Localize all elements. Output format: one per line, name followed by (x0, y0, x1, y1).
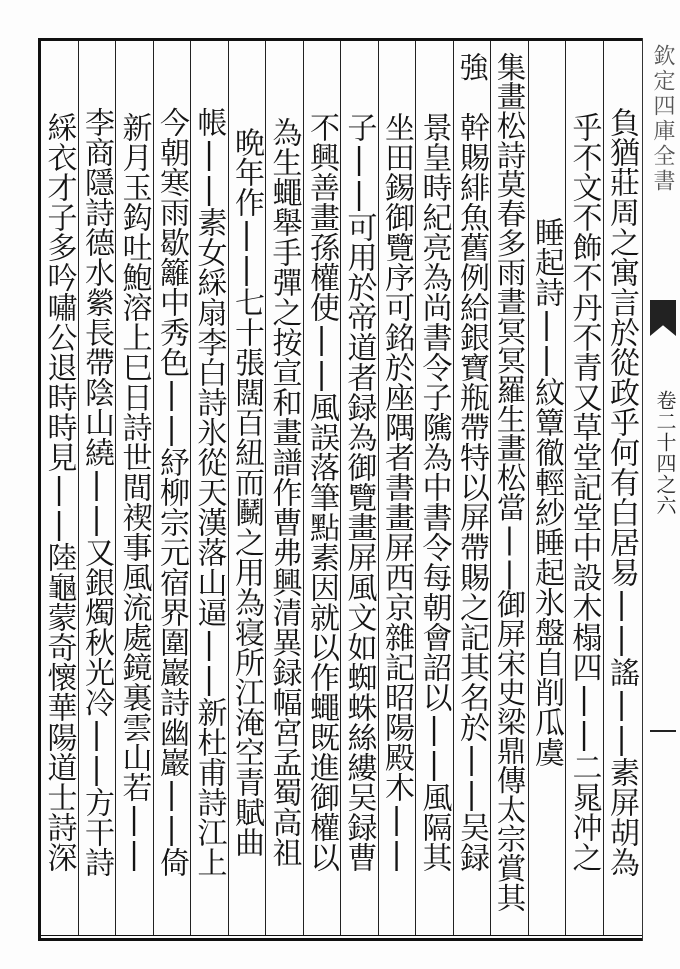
column-divider (415, 41, 416, 935)
text-column: 不興善畫孫權使||風誤落筆點素因就以作蠅既進御權以 (304, 112, 339, 872)
column-divider (565, 41, 566, 935)
text-column: 負猶莊周之寓言於從政乎何有白居易||謠||素屏胡為 (604, 107, 639, 877)
text-column: 集畫松詩莫春多雨晝冥冥羅生畫松當||御屏宋史梁鼎傳太宗賞其強 (455, 52, 527, 912)
text-column: 子||可用於帝道者録為御覽畫屏風文如蜘蛛絲縷吴録曹 (341, 112, 377, 872)
column-divider (115, 41, 116, 935)
column-divider (190, 41, 191, 935)
column-divider (303, 41, 304, 935)
text-column: 李商隱詩德水縈長帶陰山繞||又銀燭秋光冷||方干詩 (79, 107, 114, 877)
column-divider (490, 41, 491, 935)
column-divider (153, 41, 154, 935)
margin-header: 欽定四庫全書 (650, 44, 675, 194)
text-column: 帳||素女綵扇李白詩氷從天漢落山逼||新杜甫詩江上 (191, 107, 227, 877)
column-divider (78, 41, 79, 935)
column-divider (340, 41, 341, 935)
text-column: 幹賜緋魚舊例給銀寶瓶帶特以屏帶賜之記其名於||吴録 (454, 112, 489, 872)
column-divider (378, 41, 379, 935)
column-divider (228, 41, 229, 935)
text-column: 景皇時紀亮為尚書令子隲為中書令每朝會詔以||風隔其 (416, 112, 452, 872)
column-divider (453, 41, 454, 935)
column-divider (265, 41, 266, 935)
text-column: 新月玉鈎吐鮑溶上巳日詩世間禊事風流處鏡裏雲山若|| (116, 112, 152, 872)
text-column: 坐田錫御覽序可銘於座隅者書畫屏西京雜記昭陽殿木|| (379, 112, 414, 872)
text-column: 睡起詩||紋簟徹輕紗睡起氷盤自削瓜虞 (529, 217, 564, 767)
fishtail-mark-lower (650, 730, 676, 758)
text-column: 晩年作||七十張闊百紐而鬭之用為寝所江淹空青賦曲 (229, 127, 264, 857)
text-column: 乎不文不飾不丹不青又草堂記堂中設木榻四||二晁冲之 (566, 112, 602, 872)
text-column: 綵衣才子多吟嘯公退時時見||陸龜蒙奇懷華陽道士詩深 (41, 112, 77, 872)
column-divider (603, 41, 604, 935)
margin-title: 卷二十四之六 (653, 390, 677, 516)
text-column: 為生蠅舉手彈之按宣和畫譜作曹弗興清異録幅宮孟蜀高祖 (266, 117, 302, 867)
page-frame-bottom (38, 935, 642, 941)
text-column: 今朝寒雨歇籬中秀色||紓柳宗元宿界圍巖詩幽巖||倚 (154, 107, 189, 877)
column-divider (528, 41, 529, 935)
